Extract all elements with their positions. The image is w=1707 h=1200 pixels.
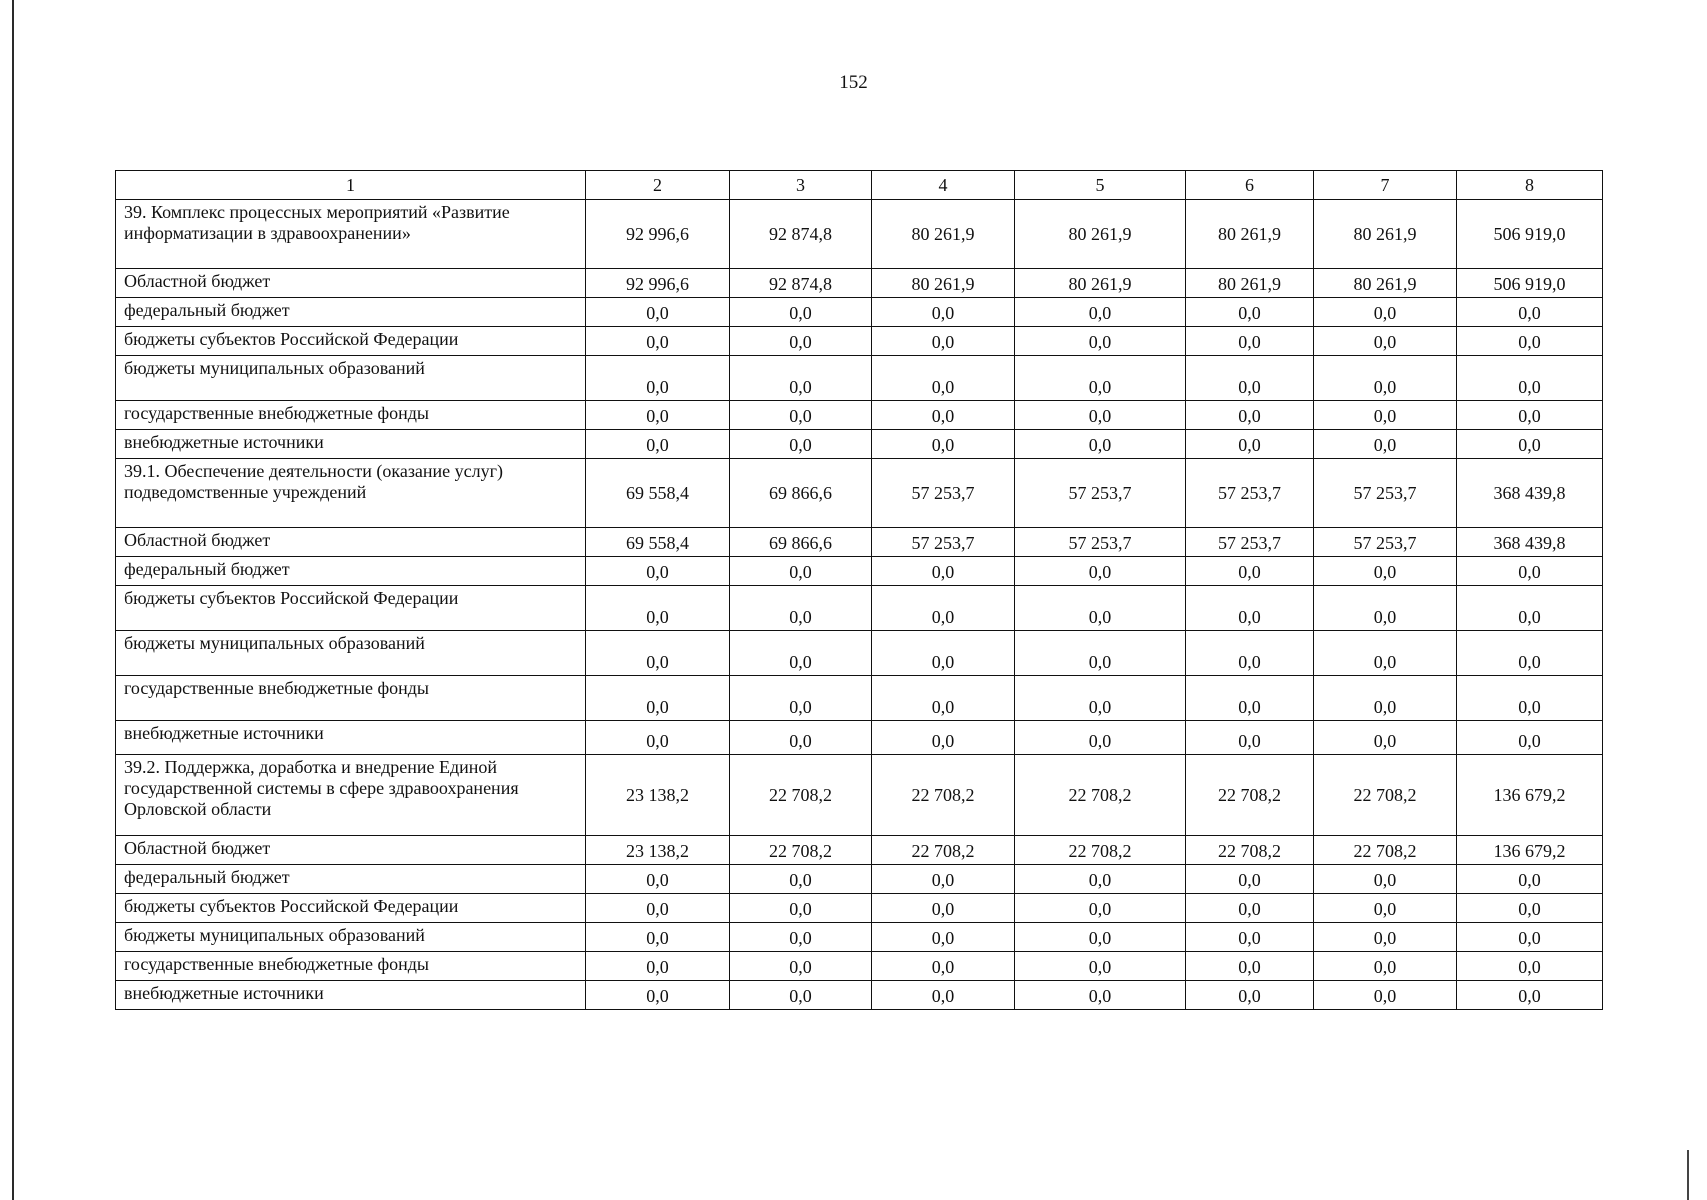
- value-cell: 506 919,0: [1457, 200, 1603, 269]
- source-row: [116, 327, 1603, 356]
- value-cell: 0,0: [1015, 631, 1186, 676]
- section-row: [116, 200, 1603, 269]
- value-cell: 136 679,2: [1457, 836, 1603, 865]
- value-cell: 0,0: [1015, 952, 1186, 981]
- value-cell: 23 138,2: [586, 836, 730, 865]
- value-cell: 0,0: [1457, 401, 1603, 430]
- value-cell: 0,0: [1015, 557, 1186, 586]
- value-cell: 57 253,7: [1314, 528, 1457, 557]
- value-cell: 0,0: [1186, 356, 1314, 401]
- page-number: 152: [839, 72, 868, 93]
- row-label: Областной бюджет: [116, 269, 586, 298]
- value-cell: 0,0: [1186, 865, 1314, 894]
- row-label: бюджеты субъектов Российской Федерации: [116, 894, 586, 923]
- source-row: [116, 721, 1603, 755]
- value-cell: 80 261,9: [1015, 200, 1186, 269]
- header-cell: 3: [730, 171, 872, 200]
- value-cell: 80 261,9: [1186, 200, 1314, 269]
- value-cell: 0,0: [586, 356, 730, 401]
- row-label: внебюджетные источники: [116, 430, 586, 459]
- row-label: бюджеты субъектов Российской Федерации: [116, 327, 586, 356]
- value-cell: 0,0: [1457, 631, 1603, 676]
- value-cell: 0,0: [1015, 865, 1186, 894]
- row-label: Областной бюджет: [116, 836, 586, 865]
- value-cell: 0,0: [1457, 952, 1603, 981]
- value-cell: 92 996,6: [586, 200, 730, 269]
- value-cell: 0,0: [872, 721, 1015, 755]
- value-cell: 0,0: [730, 586, 872, 631]
- value-cell: 0,0: [1314, 298, 1457, 327]
- row-label: Областной бюджет: [116, 528, 586, 557]
- value-cell: 92 874,8: [730, 269, 872, 298]
- value-cell: 0,0: [1457, 676, 1603, 721]
- scan-edge-left: [12, 0, 14, 1200]
- value-cell: 0,0: [872, 586, 1015, 631]
- value-cell: 22 708,2: [1186, 755, 1314, 836]
- value-cell: 57 253,7: [1314, 459, 1457, 528]
- value-cell: 80 261,9: [1314, 200, 1457, 269]
- value-cell: 0,0: [1015, 356, 1186, 401]
- value-cell: 0,0: [1015, 327, 1186, 356]
- value-cell: 80 261,9: [1015, 269, 1186, 298]
- value-cell: 0,0: [1314, 981, 1457, 1010]
- header-cell: 8: [1457, 171, 1603, 200]
- value-cell: 0,0: [586, 721, 730, 755]
- value-cell: 23 138,2: [586, 755, 730, 836]
- value-cell: 0,0: [586, 894, 730, 923]
- value-cell: 0,0: [730, 952, 872, 981]
- value-cell: 0,0: [872, 865, 1015, 894]
- value-cell: 0,0: [1186, 721, 1314, 755]
- source-row: [116, 923, 1603, 952]
- value-cell: 506 919,0: [1457, 269, 1603, 298]
- value-cell: 0,0: [1314, 721, 1457, 755]
- value-cell: 0,0: [586, 557, 730, 586]
- header-row: [116, 171, 1603, 200]
- source-row: [116, 631, 1603, 676]
- value-cell: 0,0: [730, 631, 872, 676]
- value-cell: 0,0: [1457, 430, 1603, 459]
- value-cell: 80 261,9: [872, 269, 1015, 298]
- value-cell: 22 708,2: [872, 836, 1015, 865]
- value-cell: 0,0: [1314, 631, 1457, 676]
- value-cell: 22 708,2: [730, 755, 872, 836]
- value-cell: 0,0: [1314, 586, 1457, 631]
- value-cell: 0,0: [872, 676, 1015, 721]
- value-cell: 368 439,8: [1457, 459, 1603, 528]
- value-cell: 80 261,9: [872, 200, 1015, 269]
- scan-edge-right: [1687, 1150, 1689, 1200]
- value-cell: 0,0: [872, 557, 1015, 586]
- value-cell: 0,0: [1015, 721, 1186, 755]
- source-row: [116, 269, 1603, 298]
- value-cell: 0,0: [1186, 923, 1314, 952]
- value-cell: 0,0: [872, 401, 1015, 430]
- header-cell: 7: [1314, 171, 1457, 200]
- value-cell: 0,0: [586, 401, 730, 430]
- row-label: государственные внебюджетные фонды: [116, 676, 586, 721]
- source-row: [116, 894, 1603, 923]
- value-cell: 0,0: [586, 865, 730, 894]
- value-cell: 0,0: [1186, 952, 1314, 981]
- source-row: [116, 528, 1603, 557]
- value-cell: 57 253,7: [1015, 528, 1186, 557]
- value-cell: 0,0: [586, 631, 730, 676]
- value-cell: 22 708,2: [1186, 836, 1314, 865]
- value-cell: 0,0: [1457, 894, 1603, 923]
- source-row: [116, 952, 1603, 981]
- value-cell: 0,0: [1186, 586, 1314, 631]
- value-cell: 69 866,6: [730, 528, 872, 557]
- source-row: [116, 430, 1603, 459]
- value-cell: 0,0: [1015, 586, 1186, 631]
- value-cell: 0,0: [1186, 676, 1314, 721]
- value-cell: 0,0: [586, 676, 730, 721]
- value-cell: 0,0: [586, 981, 730, 1010]
- value-cell: 0,0: [1186, 327, 1314, 356]
- row-label: 39. Комплекс процессных мероприятий «Развитие информатизации в здравоохранении»: [116, 200, 586, 269]
- value-cell: 0,0: [1015, 401, 1186, 430]
- value-cell: 0,0: [1457, 327, 1603, 356]
- value-cell: 0,0: [1457, 981, 1603, 1010]
- value-cell: 0,0: [730, 923, 872, 952]
- row-label: федеральный бюджет: [116, 865, 586, 894]
- source-row: [116, 586, 1603, 631]
- section-row: [116, 755, 1603, 836]
- value-cell: 0,0: [586, 923, 730, 952]
- value-cell: 0,0: [1015, 981, 1186, 1010]
- value-cell: 0,0: [730, 401, 872, 430]
- source-row: [116, 836, 1603, 865]
- value-cell: 0,0: [586, 952, 730, 981]
- value-cell: 136 679,2: [1457, 755, 1603, 836]
- value-cell: 57 253,7: [872, 528, 1015, 557]
- source-row: [116, 981, 1603, 1010]
- value-cell: 0,0: [730, 327, 872, 356]
- value-cell: 0,0: [1314, 327, 1457, 356]
- value-cell: 0,0: [1457, 865, 1603, 894]
- value-cell: 22 708,2: [730, 836, 872, 865]
- value-cell: 0,0: [872, 923, 1015, 952]
- value-cell: 92 874,8: [730, 200, 872, 269]
- value-cell: 57 253,7: [1186, 528, 1314, 557]
- value-cell: 22 708,2: [1015, 755, 1186, 836]
- value-cell: 0,0: [1457, 721, 1603, 755]
- row-label: внебюджетные источники: [116, 981, 586, 1010]
- row-label: бюджеты муниципальных образований: [116, 356, 586, 401]
- value-cell: 0,0: [1314, 865, 1457, 894]
- row-label: государственные внебюджетные фонды: [116, 401, 586, 430]
- value-cell: 22 708,2: [1015, 836, 1186, 865]
- budget-table-body: [116, 171, 1603, 1010]
- source-row: [116, 356, 1603, 401]
- value-cell: 0,0: [1015, 923, 1186, 952]
- source-row: [116, 865, 1603, 894]
- value-cell: 0,0: [1457, 923, 1603, 952]
- value-cell: 0,0: [872, 298, 1015, 327]
- source-row: [116, 298, 1603, 327]
- value-cell: 22 708,2: [872, 755, 1015, 836]
- value-cell: 69 866,6: [730, 459, 872, 528]
- header-cell: 1: [116, 171, 586, 200]
- value-cell: 57 253,7: [1015, 459, 1186, 528]
- value-cell: 0,0: [1186, 557, 1314, 586]
- value-cell: 69 558,4: [586, 528, 730, 557]
- value-cell: 57 253,7: [1186, 459, 1314, 528]
- value-cell: 0,0: [872, 631, 1015, 676]
- value-cell: 0,0: [1314, 557, 1457, 586]
- value-cell: 0,0: [1186, 401, 1314, 430]
- value-cell: 0,0: [872, 356, 1015, 401]
- value-cell: 0,0: [1314, 401, 1457, 430]
- value-cell: 0,0: [1314, 676, 1457, 721]
- value-cell: 0,0: [730, 356, 872, 401]
- value-cell: 0,0: [872, 981, 1015, 1010]
- row-label: федеральный бюджет: [116, 298, 586, 327]
- value-cell: 0,0: [1186, 981, 1314, 1010]
- value-cell: 0,0: [1314, 952, 1457, 981]
- value-cell: 0,0: [1186, 894, 1314, 923]
- value-cell: 0,0: [872, 430, 1015, 459]
- value-cell: 0,0: [1015, 894, 1186, 923]
- value-cell: 80 261,9: [1314, 269, 1457, 298]
- value-cell: 0,0: [872, 952, 1015, 981]
- value-cell: 92 996,6: [586, 269, 730, 298]
- header-cell: 4: [872, 171, 1015, 200]
- value-cell: 0,0: [1314, 356, 1457, 401]
- row-label: внебюджетные источники: [116, 721, 586, 755]
- value-cell: 0,0: [1457, 557, 1603, 586]
- row-label: бюджеты муниципальных образований: [116, 923, 586, 952]
- budget-table-container: [115, 170, 1602, 1010]
- value-cell: 368 439,8: [1457, 528, 1603, 557]
- value-cell: 0,0: [1457, 298, 1603, 327]
- value-cell: 0,0: [730, 721, 872, 755]
- value-cell: 0,0: [586, 327, 730, 356]
- row-label: бюджеты субъектов Российской Федерации: [116, 586, 586, 631]
- value-cell: 0,0: [586, 298, 730, 327]
- row-label: федеральный бюджет: [116, 557, 586, 586]
- value-cell: 0,0: [730, 298, 872, 327]
- value-cell: 69 558,4: [586, 459, 730, 528]
- header-cell: 6: [1186, 171, 1314, 200]
- value-cell: 0,0: [1186, 430, 1314, 459]
- section-row: [116, 459, 1603, 528]
- value-cell: 0,0: [1314, 923, 1457, 952]
- value-cell: 0,0: [1015, 430, 1186, 459]
- source-row: [116, 676, 1603, 721]
- value-cell: 0,0: [730, 557, 872, 586]
- value-cell: 0,0: [586, 430, 730, 459]
- value-cell: 0,0: [1186, 298, 1314, 327]
- value-cell: 0,0: [1314, 894, 1457, 923]
- budget-table: [115, 170, 1603, 1010]
- value-cell: 0,0: [730, 430, 872, 459]
- value-cell: 0,0: [872, 327, 1015, 356]
- value-cell: 22 708,2: [1314, 836, 1457, 865]
- value-cell: 0,0: [730, 894, 872, 923]
- value-cell: 0,0: [730, 865, 872, 894]
- value-cell: 0,0: [1314, 430, 1457, 459]
- value-cell: 0,0: [1457, 586, 1603, 631]
- value-cell: 0,0: [1457, 356, 1603, 401]
- header-cell: 5: [1015, 171, 1186, 200]
- header-cell: 2: [586, 171, 730, 200]
- value-cell: 0,0: [1015, 676, 1186, 721]
- value-cell: 80 261,9: [1186, 269, 1314, 298]
- value-cell: 0,0: [730, 676, 872, 721]
- value-cell: 0,0: [586, 586, 730, 631]
- source-row: [116, 557, 1603, 586]
- value-cell: 22 708,2: [1314, 755, 1457, 836]
- source-row: [116, 401, 1603, 430]
- value-cell: 0,0: [730, 981, 872, 1010]
- value-cell: 57 253,7: [872, 459, 1015, 528]
- row-label: 39.1. Обеспечение деятельности (оказание услуг) подведомственные учреждений: [116, 459, 586, 528]
- row-label: государственные внебюджетные фонды: [116, 952, 586, 981]
- row-label: бюджеты муниципальных образований: [116, 631, 586, 676]
- value-cell: 0,0: [1015, 298, 1186, 327]
- row-label: 39.2. Поддержка, доработка и внедрение Единой государственной системы в сфере здравоохранения Орловской области: [116, 755, 586, 836]
- value-cell: 0,0: [872, 894, 1015, 923]
- value-cell: 0,0: [1186, 631, 1314, 676]
